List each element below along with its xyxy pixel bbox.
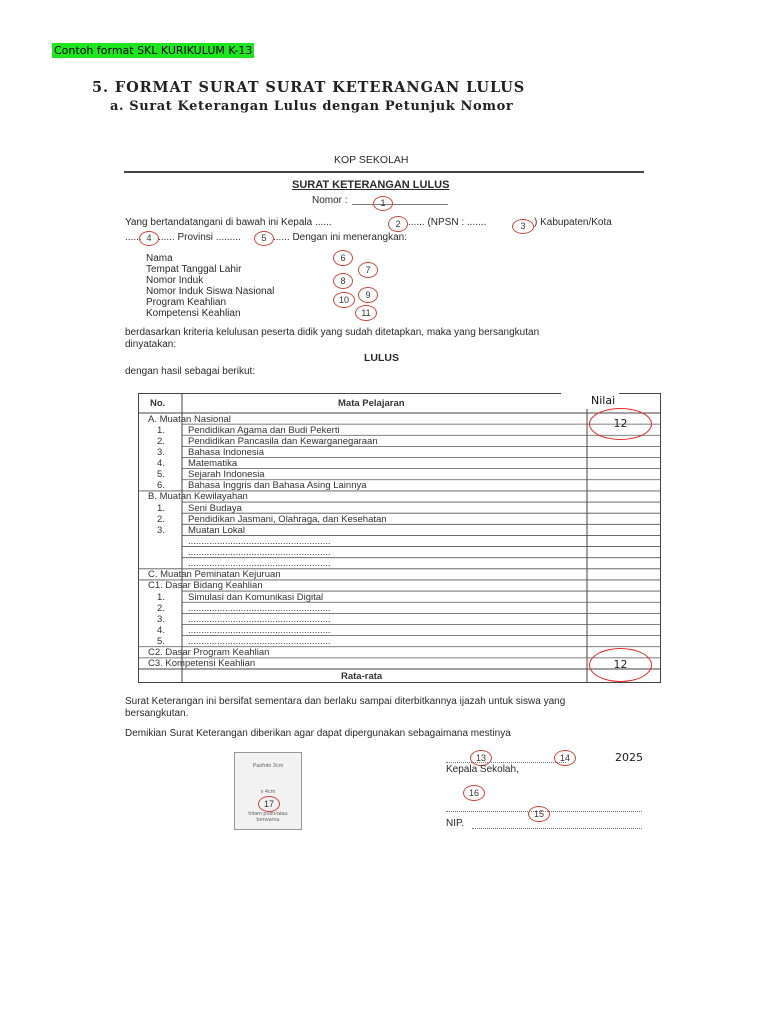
field-nisn: Nomor Induk Siswa Nasional: [146, 286, 275, 297]
nomor-label: Nomor :: [312, 195, 348, 206]
marker-7: 7: [358, 262, 378, 278]
field-nama: Nama: [146, 253, 173, 264]
row-number: 5.: [157, 636, 165, 648]
nip-label: NIP.: [446, 818, 465, 829]
row-subject: ......................................................: [188, 624, 331, 636]
row-subject: ......................................................: [188, 558, 331, 570]
marker-13: 13: [470, 750, 492, 766]
row-subject: Pendidikan Agama dan Budi Pekerti: [188, 424, 340, 436]
intro-line2-c: ...... Dengan ini menerangkan:: [273, 232, 407, 243]
marker-2: 2: [388, 216, 408, 232]
row-number: 1.: [157, 424, 165, 436]
row-number: 6.: [157, 480, 165, 492]
rata-rata-label: Rata-rata: [341, 671, 383, 682]
row-group-label: C3. Kompetensi Keahlian: [148, 658, 256, 670]
table-head-no: No.: [150, 398, 166, 409]
photo-text-2: x 4cm: [260, 789, 276, 795]
marker-17: 17: [258, 796, 280, 812]
marker-14: 14: [554, 750, 576, 766]
kop-divider: [124, 171, 644, 173]
row-subject: ......................................................: [188, 636, 331, 648]
nilai-header: Nilai: [591, 394, 616, 407]
row-number: 5.: [157, 469, 165, 481]
kriteria-line2: dinyatakan:: [125, 339, 177, 350]
row-subject: Seni Budaya: [188, 502, 242, 514]
footer-line1: Surat Keterangan ini bersifat sementara dan berlaku sampai diterbitkannya ijazah untuk siswa yang: [125, 696, 566, 707]
field-nomor-induk: Nomor Induk: [146, 275, 204, 286]
marker-6: 6: [333, 250, 353, 266]
marker-16: 16: [463, 785, 485, 801]
row-subject: ......................................................: [188, 535, 331, 547]
row-subject: Muatan Lokal: [188, 524, 246, 536]
marker-5: 5: [254, 231, 274, 246]
nip-dots: [472, 828, 642, 829]
hasil-label: dengan hasil sebagai berikut:: [125, 366, 256, 377]
intro-line1-b: ...... (NPSN : .......: [408, 217, 487, 228]
nilai-header-box: [561, 391, 619, 409]
letter-title: SURAT KETERANGAN LULUS: [292, 179, 450, 191]
grades-table: [138, 393, 661, 683]
nilai-value-bottom: 12: [589, 648, 652, 682]
row-number: 3.: [157, 446, 165, 458]
row-subject: Simulasi dan Komunikasi Digital: [188, 591, 324, 603]
footer-line3: Demikian Surat Keterangan diberikan agar dapat dipergunakan sebagaimana mestinya: [125, 728, 511, 739]
field-kompetensi: Kompetensi Keahlian: [146, 308, 241, 319]
year-text: 2025: [615, 751, 643, 764]
lulus-label: LULUS: [364, 352, 399, 364]
marker-11: 11: [355, 305, 377, 321]
row-number: 3.: [157, 524, 165, 536]
kriteria-line1: berdasarkan kriteria kelulusan peserta didik yang sudah ditetapkan, maka yang bersangkutan: [125, 327, 540, 338]
row-group-label: B. Muatan Kewilayahan: [148, 491, 248, 503]
section-heading: 5. FORMAT SURAT SURAT KETERANGAN LULUS: [92, 79, 526, 96]
row-number: 3.: [157, 613, 165, 625]
row-number: 2.: [157, 602, 165, 614]
intro-line1-a: Yang bertandatangani di bawah ini Kepala ......: [125, 217, 332, 228]
table-head-mapel: Mata Pelajaran: [338, 398, 405, 409]
row-number: 1.: [157, 502, 165, 514]
field-ttl: Tempat Tanggal Lahir: [146, 264, 242, 275]
row-subject: Bahasa Inggris dan Bahasa Asing Lainnya: [188, 480, 367, 492]
intro-line2-a: ......: [125, 232, 142, 243]
marker-10: 10: [333, 292, 355, 308]
row-number: 4.: [157, 624, 165, 636]
photo-text-3: hitam putih/atau: [248, 811, 288, 817]
row-subject: Pendidikan Pancasila dan Kewarganegaraan: [188, 435, 378, 447]
row-group-label: C. Muatan Peminatan Kejuruan: [148, 569, 281, 581]
photo-text-1: Pasfoto 3cm: [252, 763, 284, 769]
highlighted-page-title: Contoh format SKL KURIKULUM K-13: [54, 44, 253, 57]
subsection-heading: a. Surat Keterangan Lulus dengan Petunjuk Nomor: [110, 99, 514, 114]
row-subject: Sejarah Indonesia: [188, 469, 265, 481]
row-subject: ......................................................: [188, 602, 331, 614]
row-number: 1.: [157, 591, 165, 603]
row-group-label: A. Muatan Nasional: [148, 413, 231, 425]
row-number: 2.: [157, 513, 165, 525]
row-subject: ......................................................: [188, 613, 331, 625]
marker-15: 15: [528, 806, 550, 822]
row-subject: Matematika: [188, 458, 238, 470]
marker-1: 1: [373, 196, 393, 211]
marker-9: 9: [358, 287, 378, 303]
field-program: Program Keahlian: [146, 297, 227, 308]
row-number: 2.: [157, 435, 165, 447]
marker-8: 8: [333, 273, 353, 289]
row-subject: Bahasa Indonesia: [188, 446, 265, 458]
row-group-label: C2. Dasar Program Keahlian: [148, 647, 270, 659]
row-number: 4.: [157, 458, 165, 470]
row-subject: Pendidikan Jasmani, Olahraga, dan Kesehatan: [188, 513, 387, 525]
marker-4: 4: [139, 231, 159, 246]
kepala-sekolah: Kepala Sekolah,: [446, 764, 519, 775]
row-subject: ......................................................: [188, 547, 331, 559]
footer-line2: bersangkutan.: [125, 708, 189, 719]
photo-text-4: berwarna: [256, 817, 280, 823]
photo-placeholder: [234, 752, 302, 830]
row-group-label: C1. Dasar Bidang Keahlian: [148, 580, 263, 592]
nilai-value-top: 12: [589, 408, 652, 440]
kop-sekolah: KOP SEKOLAH: [334, 154, 409, 166]
marker-3: 3: [512, 219, 534, 234]
date-dots: [446, 762, 566, 763]
intro-line1-c: ) Kabupaten/Kota: [534, 217, 612, 228]
nomor-line: [352, 204, 448, 205]
intro-line2-b: ...... Provinsi .........: [158, 232, 241, 243]
